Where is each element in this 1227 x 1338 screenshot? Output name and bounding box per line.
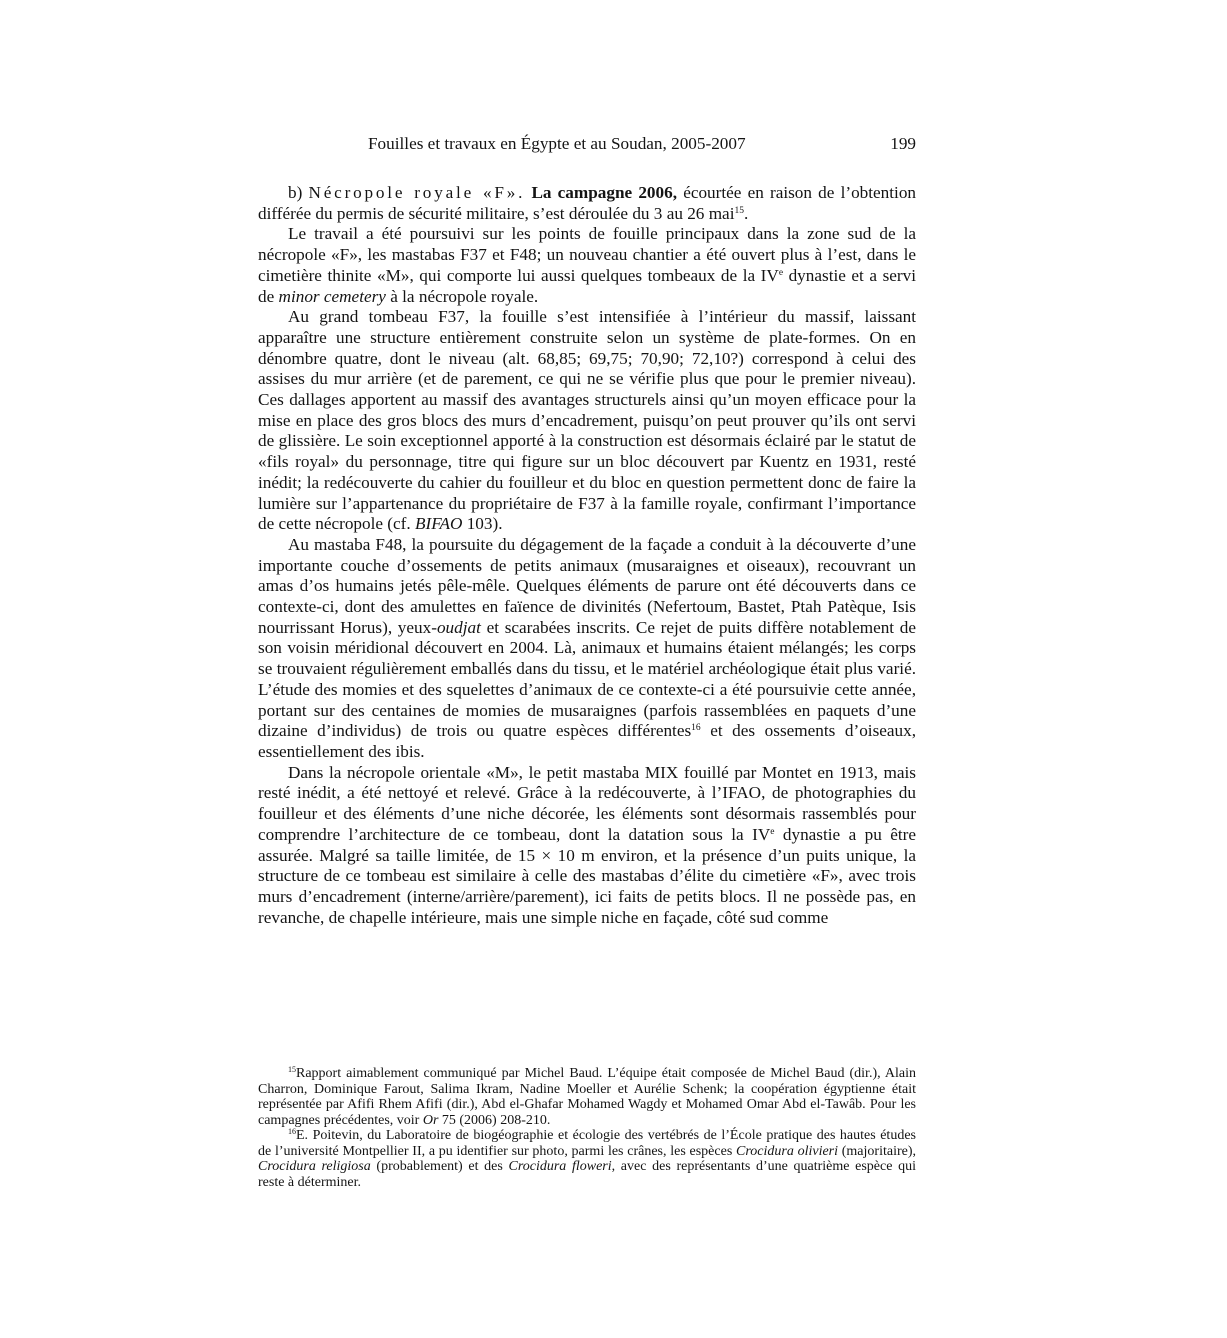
page-number: 199	[890, 134, 916, 153]
footnote-text: (probablement) et des	[370, 1159, 509, 1174]
paragraph-text: Le travail a été poursuivi sur les points de fouille principaux dans la zone sud de la nécropole «F», les mastabas F37 et F48; un nouveau chantier a été ouvert plus à l’est, dans le cimetière thinite «M», qui comporte lui aussi quelques tombeaux de la IV	[258, 224, 916, 285]
footnote-text: , avec des représentants d’une quatrième espèce qui reste à déterminer.	[258, 1159, 917, 1190]
paragraph-text: et des ossements d’oiseaux, essentiellement des ibis.	[258, 721, 916, 761]
footnote-text: (majoritaire),	[838, 1143, 916, 1159]
superscript: e	[778, 267, 784, 278]
paragraph-text: Au mastaba F48, la poursuite du dégagement de la façade a conduit à la découverte d’une importante couche d’ossements de petits animaux (musaraignes et oiseaux), recouvrant un amas d’os humains jetés pêle-mêle. Quelques éléments de parure ont été découverts dans ce contexte-ci, dont des amulettes en faïence de divinités (Nefertoum, Bastet, Ptah Patèque, Isis nourrissant Horus), yeux-	[258, 534, 916, 637]
paragraph-text: à la nécropole royale.	[385, 286, 539, 306]
superscript: e	[770, 826, 775, 837]
italic-journal: Or	[422, 1112, 439, 1128]
bold-lead: La campagne 2006,	[531, 183, 678, 202]
paragraph-text: Au grand tombeau F37, la fouille s’est intensifiée à l’intérieur du massif, laissant apparaître une structure entièrement construite selon un système de plate-formes. On en dénombre quatre, dont le niveau (alt. 68,85; 69,75; 70,90; 72,10?) correspond à celui des assises du mur arrière (et de parement, ce qui ne se vérifie plus que pour le premier niveau). Ces dallages apportent au massif des avantages structurels ainsi qu’un moyen efficace pour la mise en place des gros blocs des murs d’encadrement, puisqu’on peut prouver qu’ils ont servi de glissière. Le soin exceptionnel apporté à la construction est désormais éclairé par le statut de «fils royal» du personnage, titre qui figure sur un bloc découvert par Kuentz en 1931, resté inédit; la redécouverte du cahier du fouilleur et du bloc en question permettent donc de faire la lumière sur l’appartenance du propriétaire de F37 à la famille royale, confirmant l’importance de cette nécropole (cf.	[258, 307, 916, 534]
section-label: b)	[288, 183, 303, 202]
italic-term: oudjat	[436, 617, 481, 637]
italic-species: Crocidura floweri	[508, 1159, 612, 1174]
paragraph-text: dynastie et a servi de	[258, 265, 916, 306]
paragraph-f48	[258, 535, 916, 763]
paragraph-work-overview	[258, 224, 916, 307]
italic-species: Crocidura olivieri	[736, 1143, 839, 1159]
footnote-ref-16: 16	[691, 723, 701, 734]
paragraph-text: et scarabées inscrits. Ce rejet de puits diffère notablement de son voisin méridional découvert en 2004. Là, animaux et humains étaient mélangés; les corps se trouvaient régulièrement emballés dans du tissu, et le matériel archéologique était plus varié. L’étude des momies et des squelettes d’animaux de ce contexte-ci a été poursuivie cette année, portant sur des centaines de momies de musaraignes (parfois rassemblées en paquets d’une dizaine d’individus) de trois ou quatre espèces différentes	[258, 617, 917, 741]
paragraph-necropole-m	[258, 763, 916, 929]
paragraph-text: écourtée en raison de l’obtention différée du permis de sécurité militaire, s’est déroulée du 3 au 26 mai	[258, 183, 917, 223]
footnote-16	[258, 1128, 916, 1190]
italic-species: Crocidura religiosa	[258, 1159, 371, 1174]
footnote-number: 16	[288, 1127, 296, 1136]
footnote-text: 75 (2006) 208-210.	[438, 1112, 551, 1128]
footnote-15	[258, 1066, 916, 1128]
paragraph-section-b	[258, 183, 916, 224]
main-text	[258, 183, 916, 928]
paragraph-f37	[258, 307, 916, 535]
footnote-ref-15: 15	[734, 205, 744, 216]
running-title: Fouilles et travaux en Égypte et au Soudan, 2005-2007	[368, 134, 746, 153]
paragraph-text: Dans la nécropole orientale «M», le petit mastaba MIX fouillé par Montet en 1913, mais resté inédit, a été nettoyé et relevé. Grâce à la redécouverte, à l’IFAO, de photographies du fouilleur et des éléments d’une niche décorée, les éléments sont désormais rassemblés pour comprendre l’architecture de ce tombeau, dont la datation sous la IV	[258, 762, 916, 844]
footnote-number: 15	[288, 1065, 296, 1074]
paragraph-text: 103).	[462, 514, 503, 534]
paragraph-text: dynastie a pu être assurée. Malgré sa taille limitée, de 15 × 10 m environ, et la présence d’un puits unique, la structure de ce tombeau est similaire à celle des mastabas d’élite du cimetière «F», avec trois murs d’encadrement (interne/arrière/parement), ici faits de petits blocs. Il ne possède pas, en revanche, de chapelle intérieure, mais une simple niche en façade, côté sud comme	[258, 824, 916, 927]
section-title: Nécropole royale «F».	[308, 183, 526, 202]
italic-term: minor cemetery	[278, 286, 386, 306]
footnotes	[258, 1066, 916, 1190]
paragraph-end: .	[743, 203, 749, 223]
footnote-text: Rapport aimablement communiqué par Michel Baud. L’équipe était composée de Michel Baud (dir.), Alain Charron, Dominique Farout, Salima Ikram, Nadine Moeller et Aurélie Schenk; la coopération égyptienne était représentée par Afifi Rhem Afifi (dir.), Abd el-Ghafar Mohamed Wagdy et Mohamed Omar Abd el-Tawâb. Pour les campagnes précédentes, voir	[258, 1066, 916, 1128]
page-header	[258, 132, 916, 156]
italic-journal: BIFAO	[414, 514, 463, 534]
footnote-text: E. Poitevin, du Laboratoire de biogéographie et écologie des vertébrés de l’École pratique des hautes études de l’université Montpellier II, a pu identifier sur photo, parmi les crânes, les espèces	[258, 1128, 916, 1159]
